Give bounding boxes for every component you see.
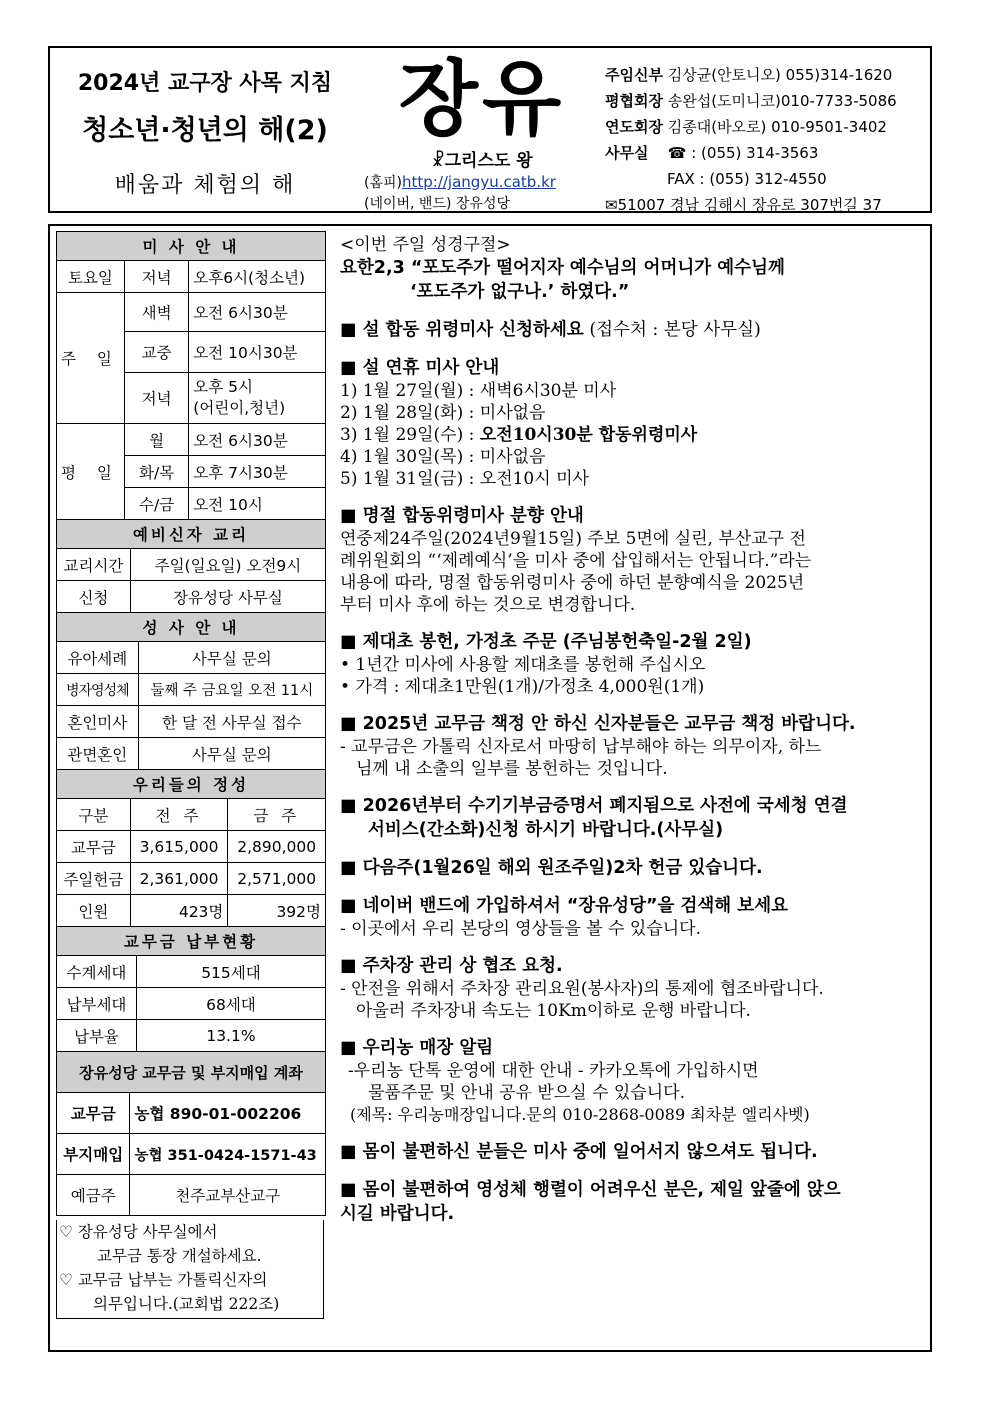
accounts-title: 장유성당 교무금 및 부지매입 계좌	[57, 1052, 326, 1093]
announcement-title: ■ 2025년 교무금 책정 안 하신 신자분들은 교무금 책정 바랍니다.	[340, 714, 856, 734]
gospel-line: 요한2,3 “포도주가 떨어지자 예수님의 어머니가 예수님께	[340, 258, 785, 278]
announcement-line: - 이곳에서 우리 본당의 영상들을 볼 수 있습니다.	[340, 919, 701, 939]
offerings-row: 주일헌금 2,361,000 2,571,000	[57, 863, 326, 895]
note-line: ♡ 장유성당 사무실에서	[59, 1223, 218, 1241]
announcement-line: 4) 1월 30일(목) : 미사없음	[340, 447, 546, 467]
announcement-title: ■ 우리농 매장 알림	[340, 1038, 494, 1058]
catechumen-table	[56, 519, 326, 613]
sacrament-row: 관면혼인 사무실 문의	[57, 738, 326, 770]
announcement-line: 5) 1월 31일(금) : 오전10시 미사	[340, 469, 589, 489]
announcement-line: 부터 미사 후에 하는 것으로 변경합니다.	[340, 595, 636, 615]
note-line: 교무금 통장 개설하세요.	[97, 1247, 262, 1265]
homepage-label: (홈피)	[364, 175, 402, 191]
announcement-line: - 안전을 위해서 주차장 관리요원(봉사자)의 통제에 협조바랍니다.	[340, 979, 824, 999]
announcement-line: • 1년간 미사에 사용할 제대초를 봉헌해 주십시오	[340, 655, 706, 675]
sidebar-notes	[56, 1220, 324, 1319]
bulletin-title: 장유	[398, 52, 566, 147]
mass-table	[56, 231, 326, 520]
announcement-title: 시길 바랍니다.	[340, 1204, 455, 1224]
social-line: (네이버, 밴드) 장유성당	[364, 196, 510, 212]
gospel-title: <이번 주일 성경구절>	[340, 235, 511, 255]
announcement-line: 아울러 주차장내 속도는 10Km이하로 운행 바랍니다.	[356, 1001, 751, 1021]
mass-row: 평 일 월 오전 6시30분	[57, 424, 326, 456]
weekday-label: 평 일	[57, 424, 125, 520]
mass-row: 주 일 새벽 오전 6시30분	[57, 293, 326, 332]
announcement-line: 님께 내 소출의 일부를 봉헌하는 것입니다.	[356, 759, 668, 779]
offerings-row: 교무금 3,615,000 2,890,000	[57, 831, 326, 863]
announcement-line: • 가격 : 제대초1만원(1개)/가정초 4,000원(1개)	[340, 677, 705, 697]
sacrament-row: 병자영성체 둘째 주 금요일 오전 11시	[57, 674, 326, 706]
homepage-link[interactable]: http://jangyu.catb.kr	[401, 173, 556, 191]
dues-row: 수계세대 515세대	[57, 956, 326, 988]
accounts-table	[56, 1051, 326, 1216]
offerings-row: 인원 423명 392명	[57, 895, 326, 927]
mass-row: 수/금 오전 10시	[57, 488, 326, 520]
account-row: 부지매입 농협 351-0424-1571-43	[57, 1134, 326, 1175]
year-theme: 청소년·청년의 해(2)	[82, 115, 328, 146]
header-left	[50, 48, 360, 211]
announcement-line: 내용에 따라, 명절 합동위령미사 중에 하던 분향예식을 2025년	[340, 573, 805, 593]
sacrament-table	[56, 612, 326, 770]
catechumen-row: 신청 장유성당 사무실	[57, 581, 326, 613]
mass-row: 교중 오전 10시30분	[57, 332, 326, 373]
note-line: 의무입니다.(교회법 222조)	[93, 1295, 280, 1313]
announcement-title: ■ 2026년부터 수기기부금증명서 폐지됨으로 사전에 국세청 연결	[340, 796, 848, 816]
sunday-label: 주 일	[57, 293, 125, 424]
account-row: 예금주 천주교부산교구	[57, 1175, 326, 1216]
pastoral-guideline: 2024년 교구장 사목 지침	[77, 71, 333, 96]
dues-table	[56, 926, 326, 1052]
note-line: ♡ 교무금 납부는 가톨릭신자의	[59, 1271, 268, 1289]
announcements	[340, 234, 930, 1226]
mass-title: 미 사 안 내	[57, 232, 326, 261]
announcement-title: ■ 몸이 불편하신 분들은 미사 중에 일어서지 않으셔도 됩니다.	[340, 1142, 818, 1162]
sacrament-row: 혼인미사 한 달 전 사무실 접수	[57, 706, 326, 738]
contact-fax: FAX : (055) 312-4550	[667, 170, 827, 188]
year-motto: 배움과 체험의 해	[114, 173, 296, 198]
contact-yeondo: 연도회장 김종대(바오로) 010-9501-3402	[605, 118, 887, 136]
bulletin-subtitle: ☧그리스도 왕	[431, 151, 533, 171]
announcement-line: (제목: 우리농매장입니다.문의 010-2868-0089 최차분 엘리사벳)	[350, 1105, 810, 1124]
contact-council: 평협회장 송완섭(도미니코)010-7733-5086	[605, 92, 897, 110]
dues-row: 납부율 13.1%	[57, 1020, 326, 1052]
dues-title: 교무금 납부현황	[57, 927, 326, 956]
announcement-line: 2) 1월 28일(화) : 미사없음	[340, 403, 546, 423]
contact-office-phone: 사무실 ☎ : (055) 314-3563	[605, 144, 819, 162]
announcement-title: ■ 명절 합동위령미사 분향 안내	[340, 506, 584, 526]
mass-row: 토요일 저녁 오후6시(청소년)	[57, 261, 326, 293]
contact-list	[605, 62, 930, 218]
announcement-title: ■ 주차장 관리 상 협조 요청.	[340, 956, 563, 976]
announcement-line: 1) 1월 27일(월) : 새벽6시30분 미사	[340, 381, 617, 401]
gospel-line: ‘포도주가 없구나.’ 하였다.”	[410, 282, 630, 302]
mass-row: 화/목 오후 7시30분	[57, 456, 326, 488]
announcement-title: ■ 몸이 불편하여 영성체 행렬이 어려우신 분은, 제일 앞줄에 앉으	[340, 1180, 841, 1200]
announcement-line: -우리농 단톡 운영에 대한 안내 - 카카오톡에 가입하시면	[348, 1061, 759, 1081]
announcement-line: 연중제24주일(2024년9월15일) 주보 5면에 실린, 부산교구 전	[340, 529, 806, 549]
header-center	[362, 48, 602, 211]
contact-pastor: 주임신부 김상균(안토니오) 055)314-1620	[605, 66, 893, 84]
sidebar	[56, 231, 326, 1319]
sacrament-row: 유아세례 사무실 문의	[57, 642, 326, 674]
offerings-title: 우리들의 정성	[57, 770, 326, 799]
announcement-title: ■ 다음주(1월26일 해외 원조주일)2차 헌금 있습니다.	[340, 858, 763, 878]
sacrament-title: 성 사 안 내	[57, 613, 326, 642]
announcement-title: ■ 설 연휴 미사 안내	[340, 358, 500, 378]
announcement-title: ■ 설 합동 위령미사 신청하세요 (접수처 : 본당 사무실)	[340, 320, 761, 340]
announcement-title: 서비스(간소화)신청 하시기 바랍니다.(사무실)	[368, 820, 724, 840]
announcement-line: - 교무금은 가톨릭 신자로서 마땅히 납부해야 하는 의무이자, 하느	[340, 737, 822, 757]
main-frame	[48, 224, 932, 1352]
offerings-table	[56, 769, 326, 927]
homepage-line	[364, 172, 556, 192]
catechumen-row: 교리시간 주일(일요일) 오전9시	[57, 549, 326, 581]
catechumen-title: 예비신자 교리	[57, 520, 326, 549]
offerings-header-row: 구분 전 주 금 주	[57, 799, 326, 831]
account-row: 교무금 농협 890-01-002206	[57, 1093, 326, 1134]
dues-row: 납부세대 68세대	[57, 988, 326, 1020]
bulletin-header	[48, 46, 932, 213]
announcement-line: 3) 1월 29일(수) : 오전10시30분 합동위령미사	[340, 425, 698, 445]
announcement-title: ■ 제대초 봉헌, 가정초 주문 (주님봉헌축일-2월 2일)	[340, 632, 752, 652]
mass-row: 저녁 오후 5시 (어린이,청년)	[57, 373, 326, 424]
contact-address: ✉51007 경남 김해시 장유로 307번길 37	[605, 196, 882, 214]
announcement-line: 례위원회의 “‘제례예식’을 미사 중에 삽입해서는 안됩니다.”라는	[340, 551, 812, 571]
announcement-line: 물품주문 및 안내 공유 받으실 수 있습니다.	[368, 1083, 686, 1103]
announcement-title: ■ 네이버 밴드에 가입하셔서 “장유성당”을 검색해 보세요	[340, 896, 789, 916]
